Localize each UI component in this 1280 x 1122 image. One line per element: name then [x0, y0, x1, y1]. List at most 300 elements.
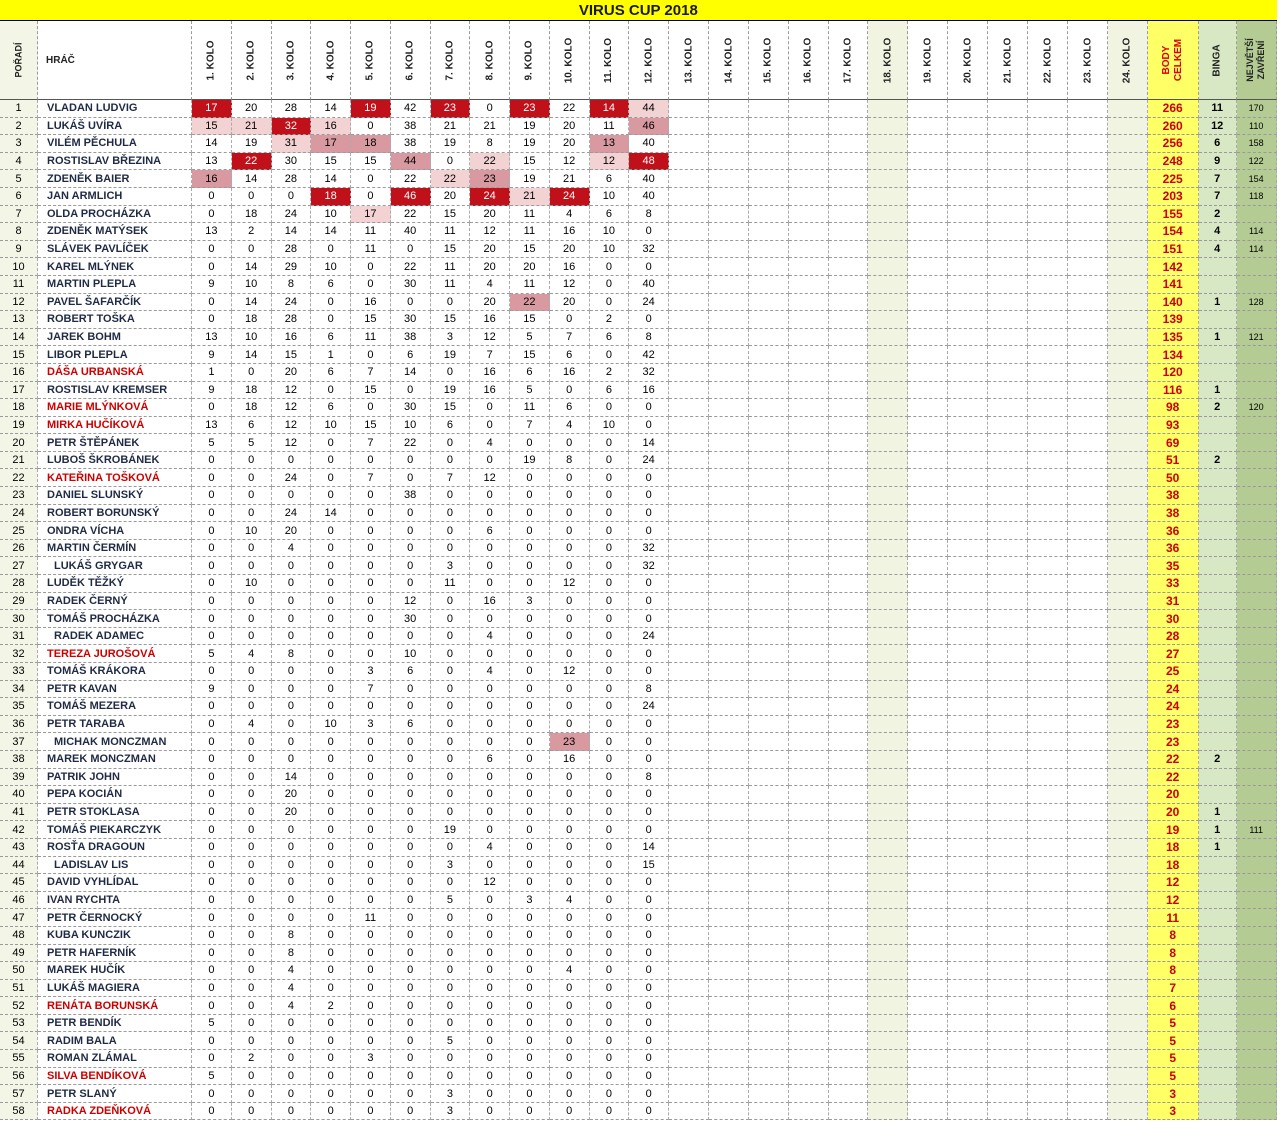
score-cell: [669, 452, 709, 470]
score-cell: 0: [510, 698, 550, 716]
score-cell: [988, 645, 1028, 663]
score-cell: [1068, 153, 1108, 171]
score-cell: 0: [192, 575, 232, 593]
score-cell: 0: [311, 1032, 351, 1050]
score-cell: [829, 153, 869, 171]
score-cell: 14: [311, 170, 351, 188]
score-cell: [709, 945, 749, 963]
score-cell: [908, 399, 948, 417]
score-cell: 10: [590, 417, 630, 435]
score-cell: [988, 294, 1028, 312]
score-cell: 24: [629, 628, 669, 646]
score-cell: [908, 188, 948, 206]
score-cell: [669, 100, 709, 118]
score-cell: [868, 769, 908, 787]
score-cell: 0: [629, 1085, 669, 1103]
bingo-count: [1199, 874, 1237, 892]
score-cell: [709, 892, 749, 910]
player-name: DANIEL SLUNSKÝ: [38, 487, 192, 505]
header-round-19: [908, 21, 948, 100]
rank-cell: 32: [0, 645, 38, 663]
score-cell: [789, 804, 829, 822]
bingo-count: [1199, 962, 1237, 980]
score-cell: [829, 1085, 869, 1103]
score-cell: [948, 1015, 988, 1033]
score-cell: [1068, 346, 1108, 364]
score-cell: [948, 206, 988, 224]
score-cell: [789, 118, 829, 136]
score-cell: [669, 557, 709, 575]
bingo-count: [1199, 980, 1237, 998]
score-cell: [1028, 153, 1068, 171]
max-close: [1237, 997, 1277, 1015]
rank-cell: 21: [0, 452, 38, 470]
bingo-count: [1199, 733, 1237, 751]
score-cell: 0: [391, 945, 431, 963]
score-cell: [709, 1015, 749, 1033]
score-cell: 6: [590, 170, 630, 188]
score-cell: 0: [550, 1015, 590, 1033]
total-points: 28: [1148, 628, 1199, 646]
score-cell: [948, 487, 988, 505]
score-cell: [908, 505, 948, 523]
score-cell: [1108, 487, 1148, 505]
score-cell: [709, 681, 749, 699]
max-close: 114: [1237, 223, 1277, 241]
score-cell: [749, 522, 789, 540]
score-cell: [1028, 382, 1068, 400]
score-cell: 12: [470, 469, 510, 487]
player-name: TOMÁŠ MEZERA: [38, 698, 192, 716]
score-cell: [1068, 733, 1108, 751]
score-cell: [749, 645, 789, 663]
score-cell: [908, 118, 948, 136]
player-name: PETR ČERNOCKÝ: [38, 909, 192, 927]
score-cell: [908, 1103, 948, 1121]
score-cell: [1028, 364, 1068, 382]
score-cell: [829, 452, 869, 470]
score-cell: [1068, 434, 1108, 452]
rank-cell: 6: [0, 188, 38, 206]
score-cell: 13: [192, 417, 232, 435]
score-cell: 19: [510, 135, 550, 153]
score-cell: 15: [351, 311, 391, 329]
score-cell: 0: [272, 1015, 312, 1033]
score-cell: 12: [550, 663, 590, 681]
score-cell: [709, 1032, 749, 1050]
score-cell: 0: [311, 751, 351, 769]
header-round-label: 4. KOLO: [325, 39, 337, 81]
score-cell: [868, 487, 908, 505]
total-points: 248: [1148, 153, 1199, 171]
score-cell: [908, 804, 948, 822]
score-cell: 0: [550, 540, 590, 558]
player-name: PETR HAFERNÍK: [38, 945, 192, 963]
score-cell: [669, 258, 709, 276]
score-cell: 0: [232, 593, 272, 611]
score-cell: [829, 434, 869, 452]
score-cell: 0: [470, 610, 510, 628]
score-cell: [1028, 1015, 1068, 1033]
score-cell: 6: [590, 206, 630, 224]
score-cell: 0: [629, 487, 669, 505]
score-cell: 19: [351, 100, 391, 118]
score-cell: [948, 874, 988, 892]
score-cell: 0: [391, 628, 431, 646]
score-cell: 0: [232, 769, 272, 787]
score-cell: 0: [629, 927, 669, 945]
score-cell: [829, 329, 869, 347]
score-cell: 20: [550, 294, 590, 312]
score-cell: 23: [510, 100, 550, 118]
score-cell: 0: [351, 786, 391, 804]
score-cell: [1028, 698, 1068, 716]
score-cell: 0: [311, 628, 351, 646]
score-cell: [1108, 857, 1148, 875]
score-cell: 19: [431, 135, 471, 153]
score-cell: [1028, 1068, 1068, 1086]
score-cell: 22: [391, 170, 431, 188]
score-cell: [1108, 645, 1148, 663]
rank-cell: 33: [0, 663, 38, 681]
player-name: SILVA BENDÍKOVÁ: [38, 1068, 192, 1086]
score-cell: 11: [431, 223, 471, 241]
score-cell: [709, 276, 749, 294]
max-close: [1237, 469, 1277, 487]
bingo-count: 1: [1199, 329, 1237, 347]
score-cell: 16: [311, 118, 351, 136]
score-cell: 12: [470, 223, 510, 241]
score-cell: [749, 751, 789, 769]
score-cell: 0: [590, 804, 630, 822]
score-cell: 0: [470, 786, 510, 804]
score-cell: [1068, 364, 1108, 382]
bingo-count: [1199, 469, 1237, 487]
score-cell: [1028, 329, 1068, 347]
player-name: MAREK HUČÍK: [38, 962, 192, 980]
score-cell: 6: [590, 382, 630, 400]
score-cell: 0: [629, 980, 669, 998]
score-cell: 0: [590, 557, 630, 575]
score-cell: [669, 1068, 709, 1086]
score-cell: [789, 206, 829, 224]
header-poradi: [0, 21, 38, 100]
score-cell: [789, 716, 829, 734]
score-cell: [829, 716, 869, 734]
score-cell: 0: [590, 434, 630, 452]
rank-cell: 29: [0, 593, 38, 611]
max-close: 158: [1237, 135, 1277, 153]
score-cell: [988, 610, 1028, 628]
score-cell: 15: [510, 241, 550, 259]
score-cell: 12: [470, 329, 510, 347]
score-cell: 0: [232, 1015, 272, 1033]
score-cell: [829, 276, 869, 294]
score-cell: [948, 170, 988, 188]
score-cell: 19: [232, 135, 272, 153]
score-cell: [789, 909, 829, 927]
score-cell: 0: [590, 452, 630, 470]
score-cell: 0: [192, 1050, 232, 1068]
score-cell: [789, 505, 829, 523]
max-close: [1237, 645, 1277, 663]
player-name: MARIE MLÝNKOVÁ: [38, 399, 192, 417]
header-round-20: [948, 21, 988, 100]
score-cell: 0: [510, 681, 550, 699]
score-cell: [829, 118, 869, 136]
score-cell: [789, 170, 829, 188]
score-cell: [789, 980, 829, 998]
score-cell: [868, 1068, 908, 1086]
score-cell: [669, 698, 709, 716]
score-cell: [988, 399, 1028, 417]
bingo-count: [1199, 628, 1237, 646]
bingo-count: 2: [1199, 751, 1237, 769]
bingo-count: [1199, 1103, 1237, 1121]
score-cell: 8: [629, 329, 669, 347]
score-cell: [749, 206, 789, 224]
score-cell: [1028, 663, 1068, 681]
bingo-count: [1199, 311, 1237, 329]
score-cell: 8: [272, 276, 312, 294]
total-points: 141: [1148, 276, 1199, 294]
header-round-2: [232, 21, 272, 100]
score-cell: [749, 417, 789, 435]
header-round-22: [1028, 21, 1068, 100]
score-cell: 0: [510, 733, 550, 751]
score-cell: 0: [311, 857, 351, 875]
score-cell: 0: [272, 188, 312, 206]
score-cell: [1108, 997, 1148, 1015]
score-cell: [1068, 645, 1108, 663]
score-cell: [669, 135, 709, 153]
score-cell: [988, 962, 1028, 980]
score-cell: [1068, 294, 1108, 312]
header-round-label: 6. KOLO: [404, 39, 416, 81]
bingo-count: 1: [1199, 804, 1237, 822]
score-cell: [669, 716, 709, 734]
score-cell: [1108, 610, 1148, 628]
score-cell: [908, 1050, 948, 1068]
score-cell: [988, 681, 1028, 699]
score-cell: 12: [470, 874, 510, 892]
score-cell: 1: [192, 364, 232, 382]
score-cell: [1028, 188, 1068, 206]
score-cell: [868, 681, 908, 699]
score-cell: [789, 997, 829, 1015]
score-cell: 0: [391, 733, 431, 751]
score-cell: [789, 1050, 829, 1068]
score-cell: 0: [192, 909, 232, 927]
total-points: 12: [1148, 892, 1199, 910]
total-points: 18: [1148, 857, 1199, 875]
total-points: 155: [1148, 206, 1199, 224]
score-cell: [1108, 804, 1148, 822]
rank-cell: 9: [0, 241, 38, 259]
score-cell: 15: [510, 153, 550, 171]
score-cell: 22: [391, 434, 431, 452]
score-cell: 6: [391, 663, 431, 681]
score-cell: [1068, 1015, 1108, 1033]
score-cell: [1068, 1032, 1108, 1050]
score-cell: 4: [550, 962, 590, 980]
score-cell: [988, 786, 1028, 804]
score-cell: [749, 716, 789, 734]
max-close: [1237, 1015, 1277, 1033]
score-cell: 22: [470, 153, 510, 171]
max-close: [1237, 505, 1277, 523]
score-cell: [908, 487, 948, 505]
bingo-count: 6: [1199, 135, 1237, 153]
score-cell: 0: [192, 1103, 232, 1121]
score-cell: 20: [470, 206, 510, 224]
score-cell: [908, 1015, 948, 1033]
score-cell: 0: [391, 786, 431, 804]
score-cell: 0: [311, 821, 351, 839]
score-cell: [1068, 188, 1108, 206]
score-cell: 0: [192, 751, 232, 769]
score-cell: 21: [550, 170, 590, 188]
score-cell: [1068, 118, 1108, 136]
score-cell: [829, 1068, 869, 1086]
score-cell: [868, 294, 908, 312]
score-cell: 0: [510, 962, 550, 980]
score-cell: [749, 329, 789, 347]
score-cell: 20: [510, 258, 550, 276]
score-cell: 0: [391, 804, 431, 822]
rank-cell: 37: [0, 733, 38, 751]
score-cell: 11: [510, 399, 550, 417]
score-cell: [908, 153, 948, 171]
rank-cell: 42: [0, 821, 38, 839]
score-cell: [709, 980, 749, 998]
score-cell: 0: [192, 698, 232, 716]
header-round-label: 15. KOLO: [762, 37, 774, 83]
score-cell: [749, 311, 789, 329]
score-cell: [1108, 153, 1148, 171]
score-cell: [749, 188, 789, 206]
player-name: LIBOR PLEPLA: [38, 346, 192, 364]
bingo-count: 7: [1199, 170, 1237, 188]
score-cell: 0: [510, 804, 550, 822]
score-cell: [868, 223, 908, 241]
score-cell: 4: [272, 962, 312, 980]
score-cell: [669, 206, 709, 224]
score-cell: [1028, 1032, 1068, 1050]
total-points: 23: [1148, 733, 1199, 751]
score-cell: [1028, 804, 1068, 822]
score-cell: 30: [391, 610, 431, 628]
score-cell: 17: [192, 100, 232, 118]
score-cell: [1028, 346, 1068, 364]
score-cell: 15: [192, 118, 232, 136]
score-cell: 0: [391, 857, 431, 875]
score-cell: [1068, 540, 1108, 558]
score-cell: 0: [550, 857, 590, 875]
score-cell: [948, 294, 988, 312]
score-cell: 0: [431, 364, 471, 382]
max-close: [1237, 962, 1277, 980]
score-cell: [1108, 399, 1148, 417]
total-points: 24: [1148, 681, 1199, 699]
score-cell: 3: [351, 1050, 391, 1068]
header-round-label: 18. KOLO: [882, 37, 894, 83]
score-cell: [749, 821, 789, 839]
score-cell: 12: [272, 434, 312, 452]
score-cell: [789, 786, 829, 804]
header-round-3: [272, 21, 312, 100]
score-cell: [789, 1015, 829, 1033]
total-points: 20: [1148, 804, 1199, 822]
score-cell: 0: [232, 1032, 272, 1050]
player-name: PETR SLANÝ: [38, 1085, 192, 1103]
score-cell: 0: [351, 769, 391, 787]
score-cell: 0: [272, 557, 312, 575]
score-cell: 24: [272, 294, 312, 312]
score-cell: 0: [232, 469, 272, 487]
total-points: 8: [1148, 927, 1199, 945]
bingo-count: [1199, 997, 1237, 1015]
score-cell: [948, 733, 988, 751]
score-cell: [669, 329, 709, 347]
score-cell: [829, 100, 869, 118]
score-cell: [988, 452, 1028, 470]
score-cell: 0: [351, 540, 391, 558]
score-cell: 19: [510, 118, 550, 136]
score-cell: 0: [590, 645, 630, 663]
score-cell: 0: [232, 698, 272, 716]
max-close: [1237, 663, 1277, 681]
score-cell: [908, 681, 948, 699]
score-cell: 11: [431, 575, 471, 593]
score-cell: [948, 1103, 988, 1121]
score-cell: 0: [431, 804, 471, 822]
bingo-count: 4: [1199, 241, 1237, 259]
score-cell: [829, 663, 869, 681]
score-cell: 0: [550, 821, 590, 839]
score-cell: 14: [232, 294, 272, 312]
score-cell: 0: [510, 997, 550, 1015]
score-cell: 4: [470, 839, 510, 857]
score-cell: 0: [272, 909, 312, 927]
score-cell: [709, 434, 749, 452]
score-cell: [1028, 276, 1068, 294]
score-cell: 0: [351, 258, 391, 276]
score-cell: [988, 170, 1028, 188]
header-round-label: 20. KOLO: [962, 37, 974, 83]
score-cell: 0: [590, 1050, 630, 1068]
score-cell: [669, 311, 709, 329]
score-cell: [709, 329, 749, 347]
score-cell: [789, 821, 829, 839]
score-cell: [988, 698, 1028, 716]
score-cell: 11: [351, 223, 391, 241]
score-cell: 24: [629, 294, 669, 312]
score-cell: 6: [470, 751, 510, 769]
score-cell: [1068, 997, 1108, 1015]
score-cell: 40: [629, 188, 669, 206]
score-cell: 0: [510, 874, 550, 892]
player-name: LADISLAV LIS: [38, 857, 192, 875]
score-cell: 0: [351, 1103, 391, 1121]
score-cell: 10: [232, 522, 272, 540]
header-round-23: [1068, 21, 1108, 100]
player-name: PETR BENDÍK: [38, 1015, 192, 1033]
rank-cell: 45: [0, 874, 38, 892]
header-round-13: [669, 21, 709, 100]
score-cell: 0: [232, 962, 272, 980]
score-cell: 0: [629, 997, 669, 1015]
